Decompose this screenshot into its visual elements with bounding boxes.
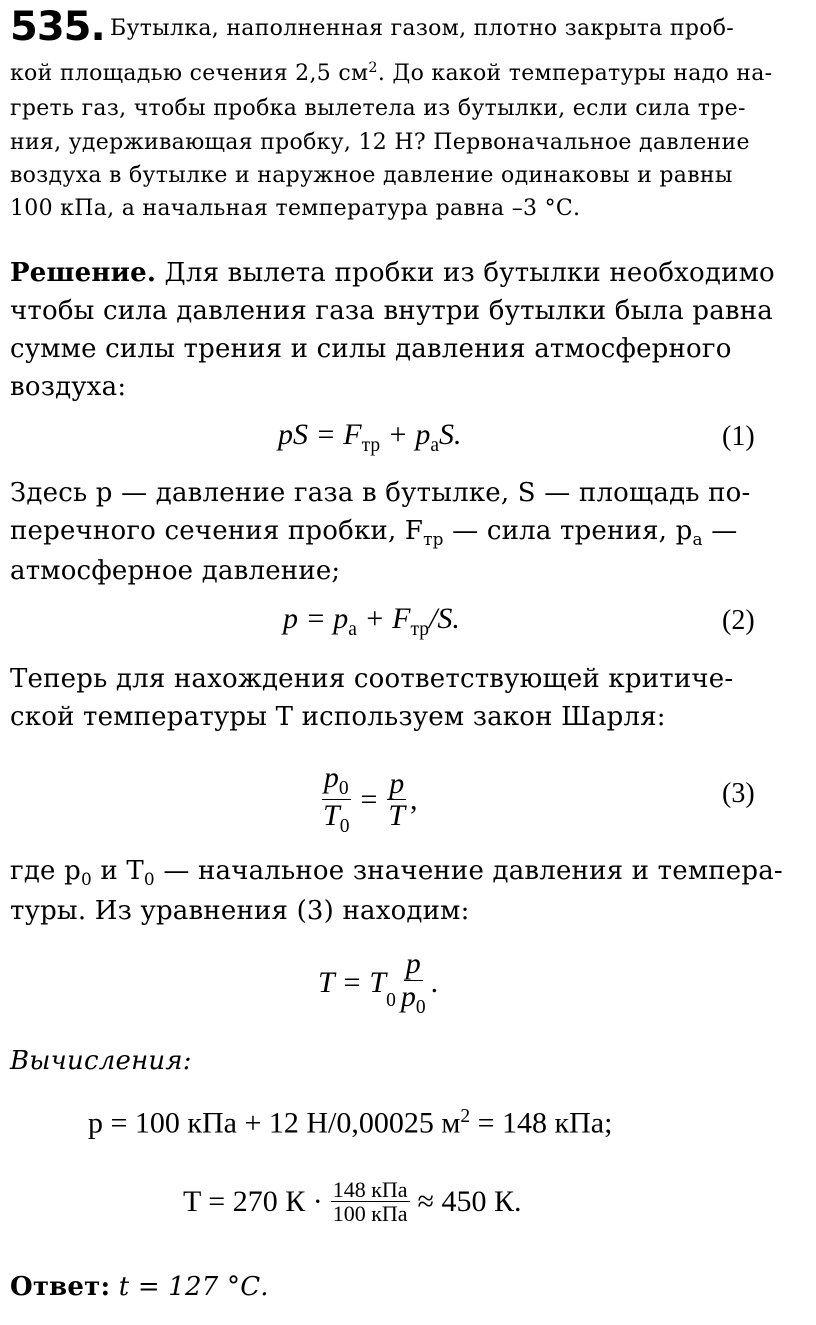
calc2-num: 148 кПа — [332, 1177, 408, 1202]
eq3-equals: = — [360, 782, 378, 816]
eq4-tail: . — [430, 965, 439, 999]
explain-line-1: Здесь p — давление газа в бутылке, S — площадь по- — [10, 478, 751, 508]
eq3-n2: p — [389, 766, 405, 800]
where-1a: где p — [10, 856, 81, 886]
equation-3-number: (3) — [722, 778, 755, 809]
solution-intro-line-1 — [10, 258, 775, 288]
calc1-text: p = 100 кПа + 12 Н/0,00025 м — [88, 1106, 461, 1140]
explain-2c: — — [702, 516, 738, 546]
equation-1-number: (1) — [722, 421, 755, 452]
explain-sub-a: а — [692, 528, 703, 549]
charles-line-2: ской температуры T используем закон Шарля: — [10, 702, 666, 732]
calc-line-2 — [183, 1178, 522, 1225]
eq4-frac — [399, 948, 428, 1018]
explain-line-3: атмосферное давление; — [10, 556, 341, 586]
problem-statement — [10, 4, 805, 221]
eq3-n1-sub: 0 — [338, 777, 349, 799]
charles-line-1: Теперь для нахождения соответствующей критиче- — [10, 664, 734, 694]
equation-4 — [318, 948, 438, 1018]
answer-line — [10, 1272, 269, 1302]
problem-line-2a: кой площадью сечения 2,5 см — [10, 60, 369, 86]
explain-line-2 — [10, 516, 737, 549]
problem-line-1: Бутылка, наполненная газом, плотно закрыта проб- — [110, 16, 735, 41]
eq3-frac-right — [386, 768, 407, 832]
where-line-1 — [10, 856, 783, 889]
calc2-lhs: T = 270 К · — [183, 1184, 323, 1218]
where-sub0-b: 0 — [143, 868, 155, 889]
calc1-sup: 2 — [460, 1106, 471, 1127]
eq1-rhs: S. — [439, 418, 462, 451]
problem-line-4: ния, удерживающая пробку, 12 Н? Первоначальное давление — [10, 130, 750, 155]
eq4-lhs: T = T — [318, 965, 387, 999]
where-1c: — начальное значение давления и темпера- — [154, 856, 783, 886]
explain-2a: перечного сечения пробки, F — [10, 516, 424, 546]
where-1b: и T — [91, 856, 144, 886]
explain-sub-tr: тр — [423, 528, 444, 549]
eq2-mid: + F — [356, 602, 411, 635]
answer-label: Ответ: — [10, 1272, 111, 1302]
where-sub0-a: 0 — [80, 868, 92, 889]
equation-2-number: (2) — [722, 605, 755, 636]
eq1-mid: + p — [380, 418, 431, 451]
problem-line-5: воздуха в бутылке и наружное давление одинаковы и равны — [10, 163, 733, 188]
eq3-tail: , — [410, 782, 418, 816]
equation-2 — [283, 602, 460, 641]
eq4-den: p — [400, 979, 416, 1013]
calc-line-1 — [88, 1106, 612, 1141]
eq3-d1: T — [323, 799, 340, 833]
eq4-den-sub: 0 — [415, 996, 426, 1018]
where-line-2: туры. Из уравнения (3) находим: — [10, 896, 470, 926]
eq2-sub-tr: тр — [410, 618, 429, 640]
eq3-d2: T — [388, 799, 406, 833]
eq3-d1-sub: 0 — [339, 816, 350, 838]
problem-line-3: греть газ, чтобы пробка вылетела из бутылки, если сила тре- — [10, 96, 746, 121]
calc1-rest: = 148 кПа; — [470, 1106, 613, 1140]
calc2-rhs: ≈ 450 К. — [417, 1184, 522, 1218]
eq4-sub: 0 — [386, 989, 396, 1011]
eq3-frac-left — [321, 762, 351, 838]
answer-value: t = 127 °С. — [110, 1272, 269, 1302]
eq3-n1: p — [323, 761, 339, 794]
solution-intro-text-1: Для вылета пробки из бутылки необходимо — [156, 258, 775, 288]
problem-line-2b: . До какой температуры надо на- — [377, 60, 773, 86]
solution-intro-line-4: воздуха: — [10, 372, 127, 402]
eq2-sub-a: а — [348, 618, 357, 640]
eq2-lhs: p = p — [283, 602, 349, 635]
eq4-num: p — [405, 947, 421, 980]
explain-2b: — сила трения, p — [443, 516, 693, 546]
eq1-sub-tr: тр — [361, 434, 381, 456]
problem-number: 535. — [10, 4, 105, 50]
eq1-lhs: pS = F — [278, 418, 362, 451]
solution-label: Решение. — [10, 258, 157, 288]
superscript-2: 2 — [368, 60, 378, 76]
calc2-den: 100 кПа — [332, 1201, 408, 1227]
eq1-sub-a: а — [430, 434, 439, 456]
solution-intro-line-2: чтобы сила давления газа внутри бутылки была равна — [10, 296, 773, 326]
solution-intro-line-3: сумме силы трения и силы давления атмосферного — [10, 334, 732, 364]
eq2-rhs: /S. — [429, 602, 460, 635]
equation-1 — [278, 418, 462, 457]
calc-label: Вычисления: — [10, 1046, 192, 1076]
problem-line-6: 100 кПа, а начальная температура равна –3 °С. — [10, 196, 581, 221]
calc2-frac — [331, 1178, 410, 1225]
problem-line-2 — [10, 60, 772, 86]
equation-3 — [318, 762, 418, 838]
